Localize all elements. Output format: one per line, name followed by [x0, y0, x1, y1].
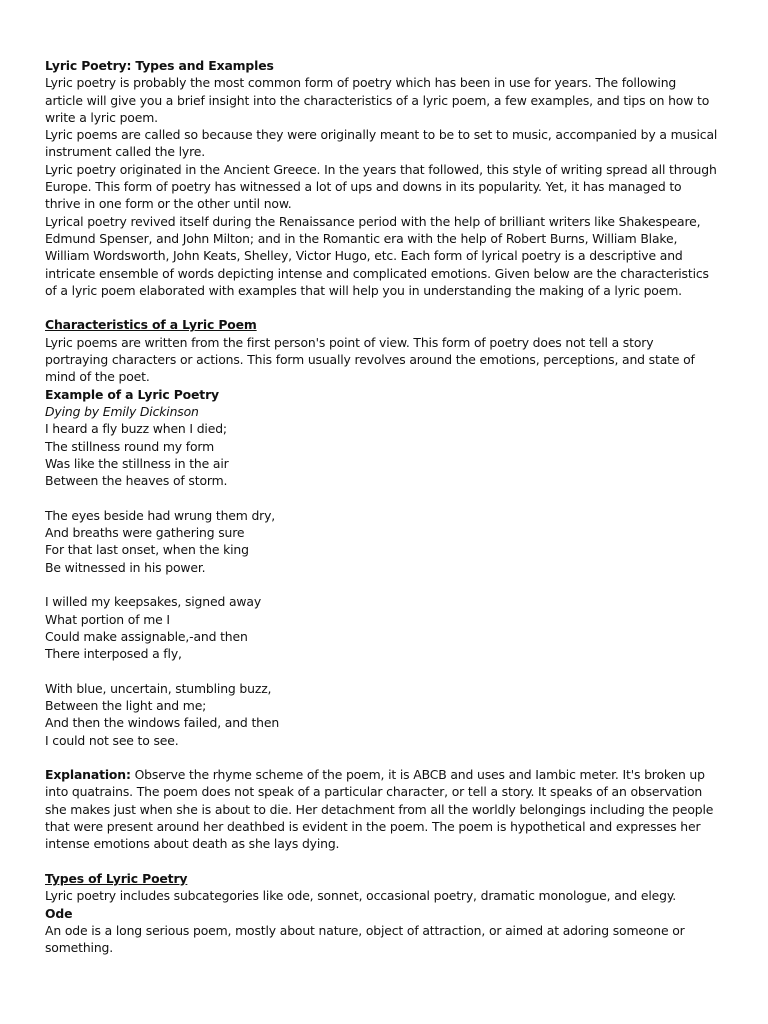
intro-line: Lyric poetry originated in the Ancient Greece. In the years that followed, this style of writing spread all through: [45, 161, 717, 177]
characteristics-line: Lyric poems are written from the first person's point of view. This form of poetry does not tell a story: [45, 334, 654, 350]
intro-line: instrument called the lyre.: [45, 144, 205, 160]
poem-line: The stillness round my form: [45, 438, 215, 454]
poem-line: I willed my keepsakes, signed away: [45, 594, 262, 610]
poem-line: With blue, uncertain, stumbling buzz,: [45, 680, 272, 696]
intro-line: of a lyric poem elaborated with examples that will help you in understanding the making of a lyric poem.: [45, 282, 682, 298]
intro-line: thrive in one form or the other until now.: [45, 196, 292, 212]
poem-stanza: [45, 680, 748, 749]
characteristics-line: mind of the poet.: [45, 369, 150, 385]
poem-line: Between the light and me;: [45, 697, 207, 713]
spacer: [45, 576, 748, 593]
explanation-line: into quatrains. The poem does not speak of a particular character, or tell a story. It speaks of an observation: [45, 784, 703, 800]
document-title: Lyric Poetry: Types and Examples: [45, 58, 274, 73]
poem-line: The eyes beside had wrung them dry,: [45, 507, 276, 523]
poem-stanza: [45, 420, 748, 489]
poem-line: Be witnessed in his power.: [45, 559, 206, 575]
poem-stanza: [45, 593, 748, 662]
spacer: [45, 853, 748, 870]
intro-line: Edmund Spenser, and John Milton; and in the Romantic era with the help of Robert Burns, William Blake,: [45, 230, 678, 246]
poem-line: There interposed a fly,: [45, 646, 182, 662]
poem-line: And breaths were gathering sure: [45, 525, 245, 541]
types-heading: Types of Lyric Poetry: [45, 870, 188, 886]
ode-line: something.: [45, 940, 114, 956]
example-heading: Example of a Lyric Poetry: [45, 386, 219, 402]
spacer: [45, 662, 748, 679]
explanation-label: Explanation:: [45, 767, 131, 783]
intro-line: Lyric poetry is probably the most common form of poetry which has been in use for years. The following: [45, 75, 677, 91]
explanation-line: intense emotions about death as she lays dying.: [45, 836, 340, 852]
intro-line: Lyrical poetry revived itself during the Renaissance period with the help of brilliant writers like Shakespeare,: [45, 213, 701, 229]
poem-line: I heard a fly buzz when I died;: [45, 421, 227, 437]
poem-line: Between the heaves of storm.: [45, 473, 228, 489]
explanation-section: [45, 766, 748, 852]
ode-heading: Ode: [45, 905, 73, 921]
intro-line: intricate ensemble of words depicting intense and complicated emotions. Given below are the characteristics: [45, 265, 709, 281]
poem-line: For that last onset, when the king: [45, 542, 249, 558]
intro-line: William Wordsworth, John Keats, Shelley, Victor Hugo, etc. Each form of lyrical poetry is a descriptive and: [45, 248, 683, 264]
explanation-line: she makes just when she is about to die. Her detachment from all the worldly belongings including the people: [45, 801, 714, 817]
ode-line: An ode is a long serious poem, mostly about nature, object of attraction, or aimed at adoring someone or: [45, 922, 685, 938]
poem-stanza: [45, 507, 748, 576]
spacer: [45, 299, 748, 316]
intro-section: [45, 74, 748, 299]
types-line: Lyric poetry includes subcategories like ode, sonnet, occasional poetry, dramatic monologue, and elegy.: [45, 888, 677, 904]
explanation-text: Observe the rhyme scheme of the poem, it is ABCB and uses and Iambic meter. It's broken up: [130, 767, 705, 783]
intro-line: write a lyric poem.: [45, 109, 158, 125]
characteristics-section: [45, 334, 748, 386]
explanation-line: that were present around her deathbed is evident in the poem. The poem is hypothetical and expresses her: [45, 819, 701, 835]
characteristics-heading: Characteristics of a Lyric Poem: [45, 317, 257, 333]
intro-line: Lyric poems are called so because they were originally meant to be to set to music, accompanied by a musical: [45, 127, 718, 143]
poem-line: Could make assignable,-and then: [45, 628, 248, 644]
explanation-line: [45, 766, 748, 783]
spacer: [45, 749, 748, 766]
intro-line: Europe. This form of poetry has witnessed a lot of ups and downs in its popularity. Yet, it has managed to: [45, 179, 682, 195]
poem-line: And then the windows failed, and then: [45, 715, 280, 731]
poem-line: I could not see to see.: [45, 732, 179, 748]
poem-line: Was like the stillness in the air: [45, 455, 229, 471]
spacer: [45, 489, 748, 506]
intro-line: article will give you a brief insight into the characteristics of a lyric poem, a few examples, and tips on how to: [45, 92, 710, 108]
characteristics-line: portraying characters or actions. This form usually revolves around the emotions, perceptions, and state of: [45, 352, 695, 368]
poem-line: What portion of me I: [45, 611, 170, 627]
poem-title: Dying by Emily Dickinson: [45, 403, 199, 419]
